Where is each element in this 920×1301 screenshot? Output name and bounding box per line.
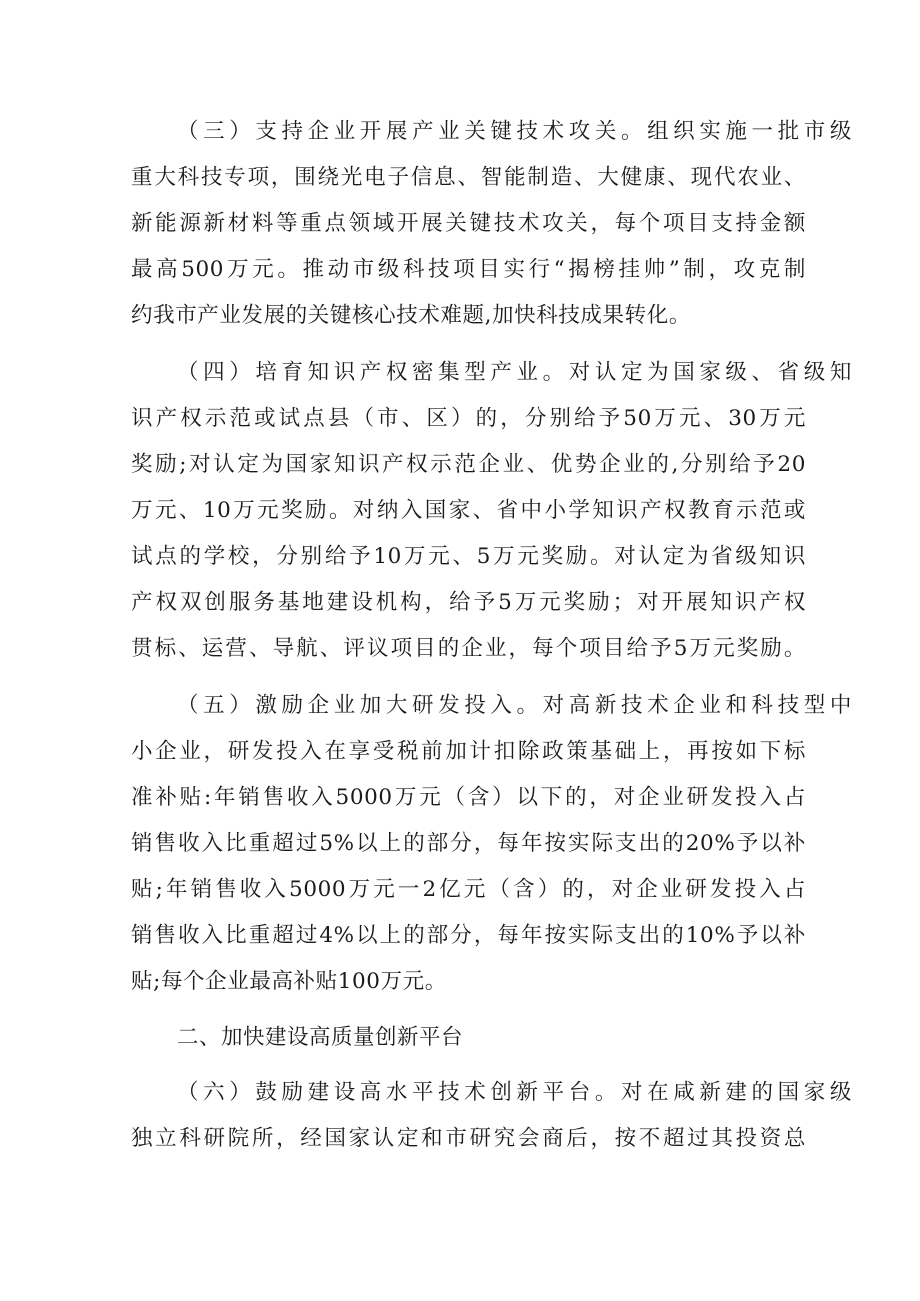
paragraph-6-line-2: 独立科研院所，经国家认定和市研究会商后，按不超过其投资总 [131,1126,806,1151]
paragraph-5-line-7: 贴;每个企业最高补贴100万元。 [131,969,447,994]
paragraph-5-line-2: 小企业，研发投入在享受税前加计扣除政策基础上，再按如下标 [131,739,806,764]
paragraph-5-line-4: 销售收入比重超过5%以上的部分，每年按实际支出的20%予以补 [131,831,806,856]
paragraph-3-line-1: （三）支持企业开展产业关键技术攻关。组织实施一批市级 [177,119,852,144]
section-heading: 二、加快建设高质量创新平台 [177,1025,464,1050]
paragraph-3-line-5: 约我市产业发展的关键核心技术难题,加快科技成果转化。 [131,303,691,328]
paragraph-4-line-6: 产权双创服务基地建设机构，给予5万元奖励；对开展知识产权 [131,590,806,615]
paragraph-5-line-6: 销售收入比重超过4%以上的部分，每年按实际支出的10%予以补 [131,923,806,948]
paragraph-4-line-5: 试点的学校，分别给予10万元、5万元奖励。对认定为省级知识 [131,544,806,569]
paragraph-5-line-3: 准补贴:年销售收入5000万元（含）以下的，对企业研发投入占 [131,785,806,810]
paragraph-5-line-5: 贴;年销售收入5000万元一2亿元（含）的，对企业研发投入占 [131,877,806,902]
paragraph-3-line-3: 新能源新材料等重点领域开展关键技术攻关，每个项目支持金额 [131,211,806,236]
paragraph-4-line-1: （四）培育知识产权密集型产业。对认定为国家级、省级知 [177,360,852,385]
paragraph-4-line-4: 万元、10万元奖励。对纳入国家、省中小学知识产权教育示范或 [131,498,806,523]
paragraph-4-line-2: 识产权示范或试点县（市、区）的，分别给予50万元、30万元 [131,406,806,431]
paragraph-6-line-1: （六）鼓励建设高水平技术创新平台。对在咸新建的国家级 [177,1080,852,1105]
paragraph-3-line-4: 最高500万元。推动市级科技项目实行“揭榜挂帅”制，攻克制 [131,257,806,282]
paragraph-4-line-7: 贯标、运营、导航、评议项目的企业，每个项目给予5万元奖励。 [131,636,806,661]
paragraph-4-line-3: 奖励;对认定为国家知识产权示范企业、优势企业的,分别给予20 [131,452,806,477]
paragraph-3-line-2: 重大科技专项，围绕光电子信息、智能制造、大健康、现代农业、 [131,165,806,190]
paragraph-5-line-1: （五）激励企业加大研发投入。对高新技术企业和科技型中 [177,693,852,718]
